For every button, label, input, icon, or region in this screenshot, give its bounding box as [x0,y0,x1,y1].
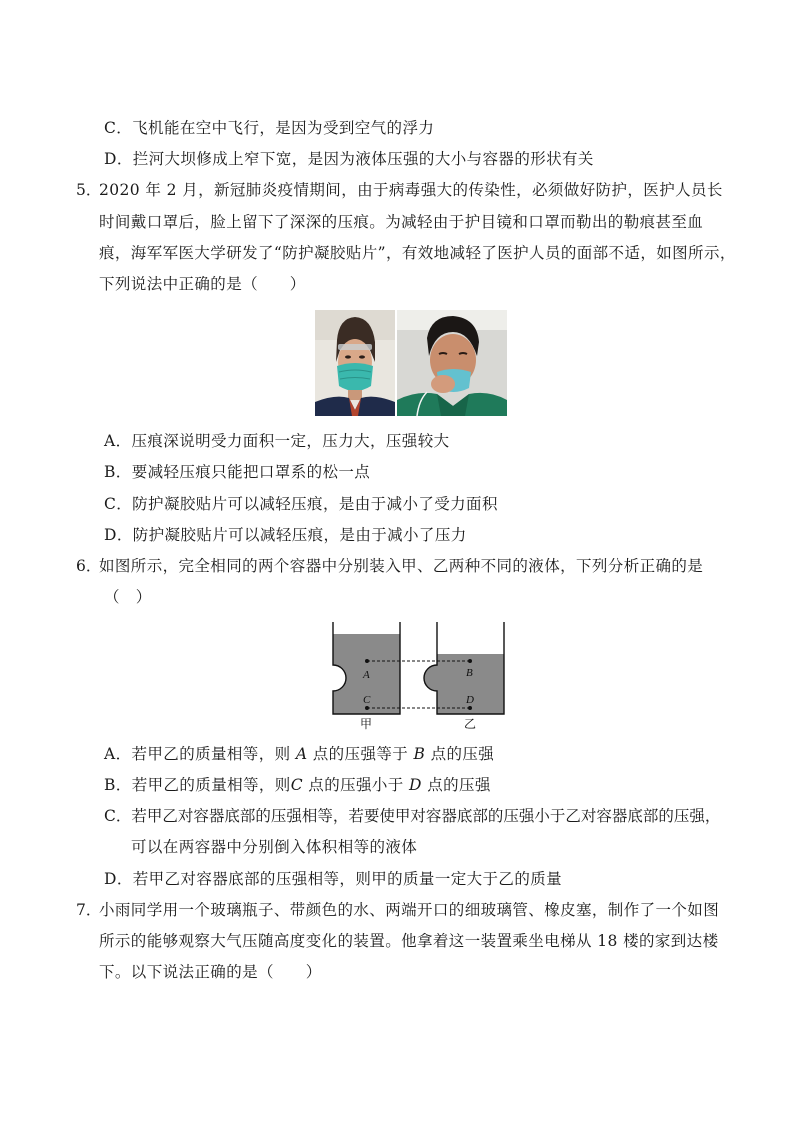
q5-number: 5． [76,181,102,199]
q6-option-c-line2: 可以在两容器中分别倒入体积相等的液体 [131,838,418,856]
photo-doctor-gel-patch [397,310,507,416]
q6-stem-line2: （ ） [104,588,152,606]
point-c-label: C [363,694,371,706]
photo-nurse-mask [315,310,395,416]
q5-option-d: D．防护凝胶贴片可以减轻压痕，是由于减小了压力 [104,526,467,544]
q5-stem-line3: 痕，海军军医大学研发了“防护凝胶贴片”，有效地减轻了医护人员的面部不适，如图所示， [99,244,736,262]
q5-option-b: B．要减轻压痕只能把口罩系的松一点 [104,463,371,481]
q5-option-c: C．防护凝胶贴片可以减轻压痕，是由于减小了受力面积 [104,495,498,513]
point-a-marker [365,659,369,663]
q6-option-a: A．若甲乙的质量相等，则 A 点的压强等于 B 点的压强 [104,745,495,763]
q6-option-c-line1: C．若甲乙对容器底部的压强相等，若要使甲对容器底部的压强小于乙对容器底部的压强， [104,807,721,825]
q7-stem-line2: 所示的能够观察大气压随高度变化的装置。他拿着这一装置乘坐电梯从 18 楼的家到达楼 [99,932,719,950]
q5-stem-line4: 下列说法中正确的是（ ） [99,275,306,293]
q7-number: 7． [76,901,102,919]
q4-option-c: C．飞机能在空中飞行，是因为受到空气的浮力 [104,119,435,137]
container-left-label: 甲 [360,717,373,731]
point-a-label: A [363,669,370,681]
container-right-label: 乙 [464,717,477,731]
liquid-right [424,654,504,714]
point-d-marker [468,706,472,710]
point-b-label: B [466,667,473,679]
point-d-label: D [466,694,474,706]
q5-stem-line2: 时间戴口罩后，脸上留下了深深的压痕。为减轻由于护目镜和口罩而勒出的勒痕甚至血 [99,213,704,231]
q7-stem-line3: 下。以下说法正确的是（ ） [99,963,322,981]
q6-number: 6． [76,557,102,575]
point-c-marker [365,706,369,710]
q6-stem-line1: 如图所示，完全相同的两个容器中分别装入甲、乙两种不同的液体，下列分析正确的是 [99,557,704,575]
q7-stem-line1: 小雨同学用一个玻璃瓶子、带颜色的水、两端开口的细玻璃管、橡皮塞，制作了一个如图 [99,901,720,919]
q4-option-d: D．拦河大坝修成上窄下宽，是因为液体压强的大小与容器的形状有关 [104,150,594,168]
q6-option-b: B．若甲乙的质量相等，则C 点的压强小于 D 点的压强 [104,776,491,794]
q5-stem-line1: 2020 年 2 月，新冠肺炎疫情期间，由于病毒强大的传染性，必须做好防护，医护人员长 [99,181,723,199]
q6-container-figure [312,618,512,734]
q6-option-d: D．若甲乙对容器底部的压强相等，则甲的质量一定大于乙的质量 [104,870,563,888]
point-b-marker [468,659,472,663]
q5-option-a: A．压痕深说明受力面积一定，压力大，压强较大 [104,432,450,450]
